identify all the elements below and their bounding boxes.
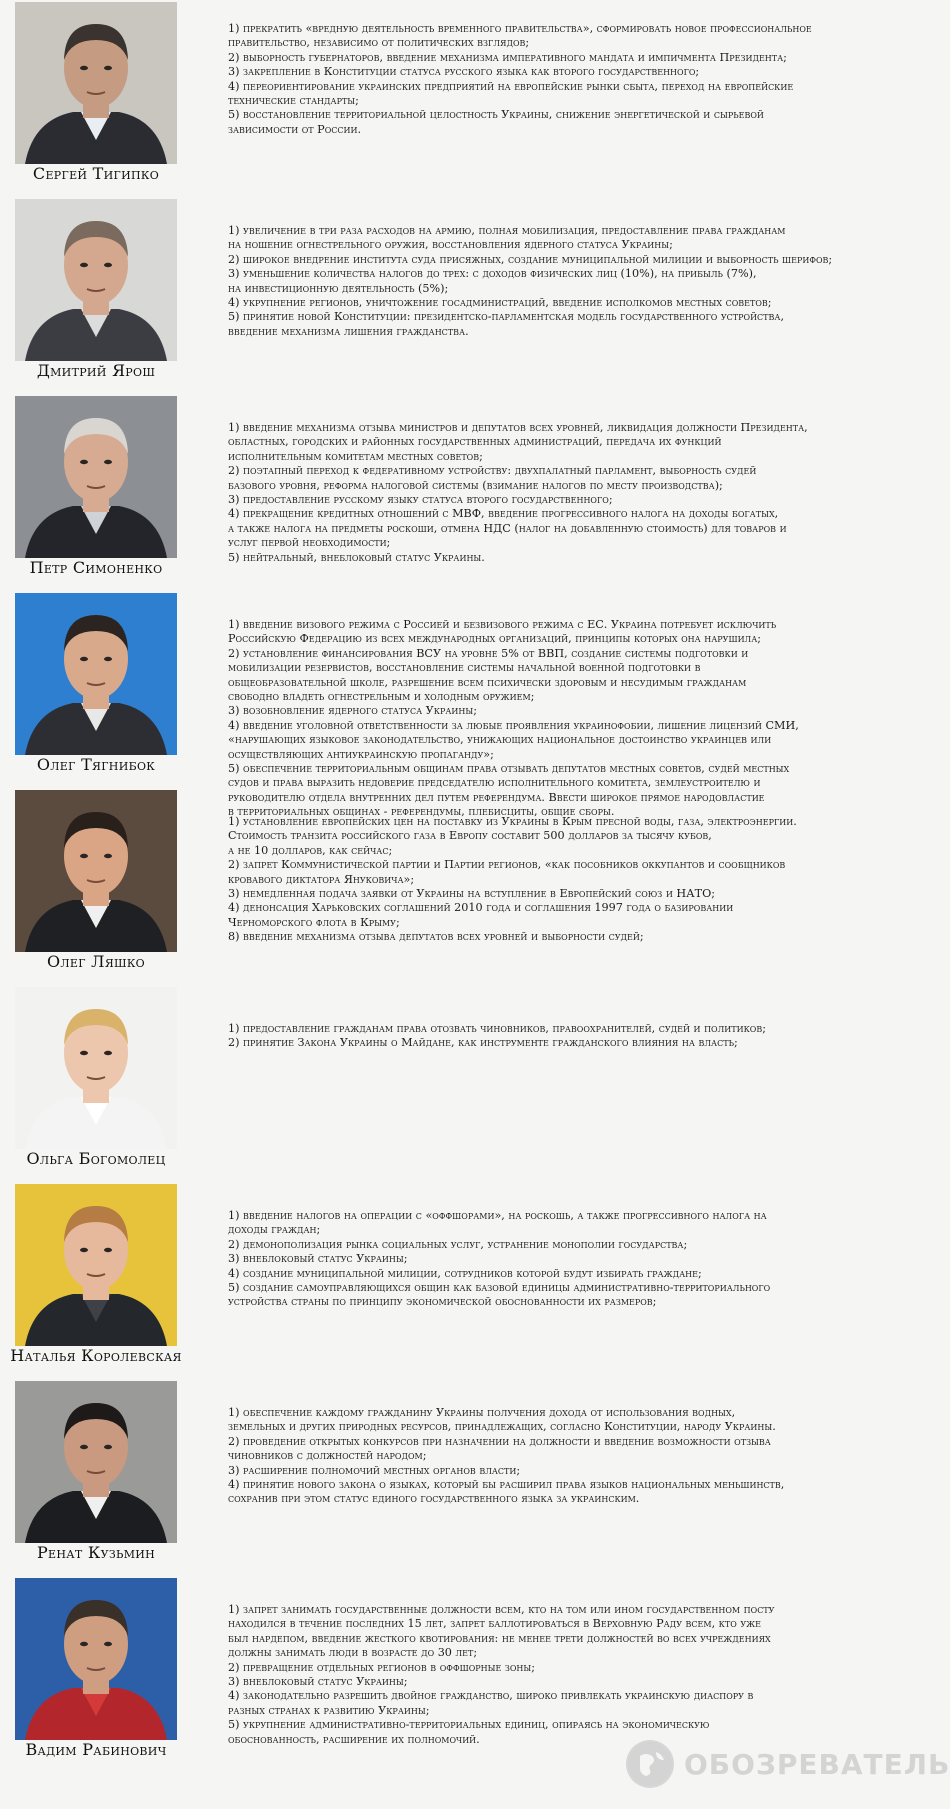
program-line: 5) укрупнение административно-территориальных единиц, опираясь на экономическую xyxy=(228,1718,710,1732)
program-line: земельных и других природных ресурсов, принадлежащих, согласно Конституции, народу Украины. xyxy=(228,1420,776,1434)
program-line: зависимости от России. xyxy=(228,122,362,136)
program-line: Стоимость транзита российского газа в Европу составит 500 долларов за тысячу кубов, xyxy=(228,829,712,843)
globe-logo-icon xyxy=(626,1740,674,1788)
program-line: 1) установление европейских цен на поставку из Украины в Крым пресной воды, газа, электроэнергии. xyxy=(228,815,797,828)
program-line: кровавого диктатора Януковича»; xyxy=(228,872,415,886)
program-line: 1) введение визового режима с Россией и безвизового режима с ЕС. Украина потребует исключить xyxy=(228,618,777,631)
candidate-name: Сергей Тигипко xyxy=(32,164,160,183)
program-line: областных, городских и районных государственных администраций, передача их функций xyxy=(228,435,722,449)
program-line: свободно владеть огнестрельным и холодным оружием; xyxy=(228,690,535,704)
program-text xyxy=(228,22,904,137)
program-line: находился в течение последних 15 лет, запрет баллотироваться в Верховную Раду всем, кто уже xyxy=(228,1617,761,1631)
candidate-name: Олег Ляшко xyxy=(46,952,145,971)
program-line: 5) восстановление территориальной целостность Украины, снижение энергетической и сырьевой xyxy=(228,108,764,122)
portrait-illustration xyxy=(15,593,177,755)
program-line: 4) создание муниципальной милиции, сотрудников которой будут избирать граждане; xyxy=(228,1266,702,1280)
avatar xyxy=(15,1578,177,1740)
program-line: 3) расширение полномочий местных органов власти; xyxy=(228,1463,521,1477)
portrait-illustration xyxy=(15,2,177,164)
avatar xyxy=(15,1381,177,1543)
program-line: 2) поэтапный переход к федеративному устройству: двухпалатный парламент, выборность судей xyxy=(228,464,757,478)
avatar xyxy=(15,396,177,558)
program-line: чиновников с должностей народом; xyxy=(228,1449,427,1463)
candidate-name: Наталья Королевская xyxy=(10,1346,182,1365)
program-line: 3) внеблоковый статус Украины; xyxy=(228,1675,408,1689)
program-line: 2) превращение отдельных регионов в оффшорные зоны; xyxy=(228,1660,536,1674)
candidate-name: Вадим Рабинович xyxy=(25,1740,167,1759)
program-line: на ношение огнестрельного оружия, восстановления ядерного статуса Украины; xyxy=(228,238,673,252)
program-line: судов и права выразить недоверие председателю исполнительного комитета, землеустроителю и xyxy=(228,776,761,790)
watermark xyxy=(626,1736,950,1792)
portrait-illustration xyxy=(15,396,177,558)
program-line: 5) обеспечение территориальным общинам права отзывать депутатов местных советов, судей местных xyxy=(228,762,790,776)
program-line: 5) нейтральный, внеблоковый статус Украины. xyxy=(228,550,485,564)
candidate-row xyxy=(0,987,904,1184)
program-line: правительство, независимо от политических взглядов; xyxy=(228,36,530,50)
program-text xyxy=(228,815,904,945)
candidate-name: Олег Тягнибок xyxy=(36,755,156,774)
program-line: 4) укрупнение регионов, уничтожение госадминистраций, введение исполкомов местных советов; xyxy=(228,296,772,310)
program-line: 4) денонсация Харьковских соглашений 2010 года и соглашения 1997 года о базировании xyxy=(228,901,734,915)
program-line: разных странах к развитию Украины; xyxy=(228,1703,430,1717)
program-line: технические стандарты; xyxy=(228,94,359,108)
candidate-row xyxy=(0,593,904,819)
program-text xyxy=(228,1209,904,1310)
program-line: 3) внеблоковый статус Украины; xyxy=(228,1252,408,1266)
program-line: Российскую Федерацию из всех международных организаций, принципы которых она нарушила; xyxy=(228,632,762,646)
portrait-illustration xyxy=(15,199,177,361)
program-line: а также налога на предметы роскоши, отмена НДС (налог на добавленную стоимость) для товаров и xyxy=(228,521,787,535)
program-line: базового уровня, реформа налоговой системы (взимание налогов по месту производства); xyxy=(228,478,723,492)
watermark-text: ОБОЗРЕВАТЕЛЬ xyxy=(684,1748,950,1781)
program-line: 3) немедленная подача заявки от Украины на вступление в Европейский союз и НАТО; xyxy=(228,887,716,901)
program-line: 1) предоставление гражданам права отозвать чиновников, правоохранителей, судей и политиков; xyxy=(228,1022,766,1035)
program-line: 4) введение уголовной ответственности за любые проявления украинофобии, лишение лицензий СМИ, xyxy=(228,718,799,732)
avatar xyxy=(15,790,177,952)
program-line: 5) принятие новой Конституции: президентско-парламентская модель государственного устройства, xyxy=(228,310,785,324)
program-line: 3) возобновление ядерного статуса Украины; xyxy=(228,704,477,718)
program-line: 4) переориентирование украинских предприятий на европейские рынки сбыта, переход на европейские xyxy=(228,79,794,93)
program-line: доходы граждан; xyxy=(228,1223,321,1237)
candidate-row xyxy=(0,396,904,593)
program-line: руководителю отдела внутренних дел путем референдума. Ввести широкое прямое народовластие xyxy=(228,790,765,804)
portrait-illustration xyxy=(15,790,177,952)
candidate-row xyxy=(0,2,904,199)
program-line: 1) увеличение в три раза расходов на армию, полная мобилизация, предоставление права гражданам xyxy=(228,224,786,237)
program-line: 1) введение налогов на операции с «оффшорами», на роскошь, а также прогрессивного налога на xyxy=(228,1209,767,1222)
program-line: «нарушающих языковое законодательство, унижающих национальное достоинство украинцев или xyxy=(228,733,772,747)
program-line: 2) выборность губернаторов, введение механизма императивного мандата и импичмента Президента; xyxy=(228,50,787,64)
program-line: 1) введение механизма отзыва министров и депутатов всех уровней, ликвидация должности Президента, xyxy=(228,421,808,434)
program-line: общеобразовательной школе, разрешение всем психически здоровым и несудимым гражданам xyxy=(228,675,747,689)
program-text xyxy=(228,224,904,339)
program-line: 2) демонополизация рынка социальных услуг, устранение монополии государства; xyxy=(228,1237,688,1251)
program-line: введение механизма лишения гражданства. xyxy=(228,324,469,338)
candidate-row xyxy=(0,1381,904,1578)
program-line: 1) обеспечение каждому гражданину Украины получения дохода от использования водных, xyxy=(228,1406,736,1419)
program-text xyxy=(228,1603,904,1747)
program-line: 4) принятие нового закона о языках, который бы расширил права языков национальных меньшинств, xyxy=(228,1478,785,1492)
program-line: 3) закрепление в Конституции статуса русского языка как второго государственного; xyxy=(228,65,700,79)
program-line: Черноморского флота в Крыму; xyxy=(228,915,400,929)
program-line: 2) запрет Коммунистической партии и Партии регионов, «как пособников оккупантов и сообщников xyxy=(228,858,786,872)
program-line: 3) предоставление русскому языку статуса второго государственного; xyxy=(228,493,613,507)
avatar xyxy=(15,987,177,1149)
program-line: сохранив при этом статус единого государственного языка за украинским. xyxy=(228,1492,640,1506)
candidate-name: Ренат Кузьмин xyxy=(36,1543,156,1562)
program-text xyxy=(228,1022,904,1051)
avatar xyxy=(15,2,177,164)
program-line: услуг первой необходимости; xyxy=(228,536,391,550)
candidate-name: Петр Симоненко xyxy=(29,558,163,577)
program-line: 1) прекратить «вредную деятельность временного правительства», сформировать новое профессиональное xyxy=(228,22,812,35)
program-line: устройства страны по принципу экономической обоснованности их размеров; xyxy=(228,1295,657,1309)
program-line: обоснованность, расширение их полномочий. xyxy=(228,1732,480,1746)
program-line: а не 10 долларов, как сейчас; xyxy=(228,843,393,857)
program-line: осуществляющих антиукраинскую пропаганду»; xyxy=(228,747,494,761)
program-line: 1) запрет занимать государственные должности всем, кто на том или ином государственном посту xyxy=(228,1603,775,1616)
program-line: 2) принятие Закона Украины о Майдане, как инструменте гражданского влияния на власть; xyxy=(228,1036,738,1050)
program-line: 3) уменьшение количества налогов до трех: с доходов физических лиц (10%), на прибыль (7%), xyxy=(228,267,757,281)
candidate-name: Дмитрий Ярош xyxy=(36,361,156,380)
candidate-row xyxy=(0,1184,904,1381)
program-line: исполнительным комитетам местных советов; xyxy=(228,449,483,463)
program-line: мобилизации резервистов, восстановление системы начальной военной подготовки в xyxy=(228,661,701,675)
program-line: 4) законодательно разрешить двойное гражданство, широко привлекать украинскую диаспору в xyxy=(228,1689,754,1703)
program-line: 2) проведение открытых конкурсов при назначении на должности и введение возможности отзыва xyxy=(228,1434,771,1448)
program-line: 4) прекращение кредитных отношений с МВФ, введение прогрессивного налога на доходы богатых, xyxy=(228,507,779,521)
portrait-illustration xyxy=(15,1578,177,1740)
avatar xyxy=(15,1184,177,1346)
candidate-name: Ольга Богомолец xyxy=(26,1149,166,1168)
portrait-illustration xyxy=(15,1381,177,1543)
portrait-illustration xyxy=(15,1184,177,1346)
program-text xyxy=(228,421,904,565)
program-text xyxy=(228,1406,904,1507)
program-line: на инвестиционную деятельность (5%); xyxy=(228,281,449,295)
program-line: был нардепом, введение жесткого квотирования: не менее трети должностей во всех учреждениях xyxy=(228,1631,771,1645)
program-line: должны занимать люди в возрасте до 30 лет; xyxy=(228,1646,478,1660)
avatar xyxy=(15,593,177,755)
portrait-illustration xyxy=(15,987,177,1149)
program-line: 2) широкое внедрение института суда присяжных, создание муниципальной милиции и выборность шерифов; xyxy=(228,252,833,266)
program-line: в территориальных общинах - референдумы, плебисциты, общие сборы. xyxy=(228,805,615,819)
program-line: 2) установление финансирования ВСУ на уровне 5% от ВВП, создание системы подготовки и xyxy=(228,646,749,660)
program-line: 8) введение механизма отзыва депутатов всех уровней и выборности судей; xyxy=(228,930,644,944)
candidate-row xyxy=(0,790,904,987)
candidate-row xyxy=(0,199,904,396)
avatar xyxy=(15,199,177,361)
program-line: 5) создание самоуправляющихся общин как базовой единицы административно-территориального xyxy=(228,1281,771,1295)
